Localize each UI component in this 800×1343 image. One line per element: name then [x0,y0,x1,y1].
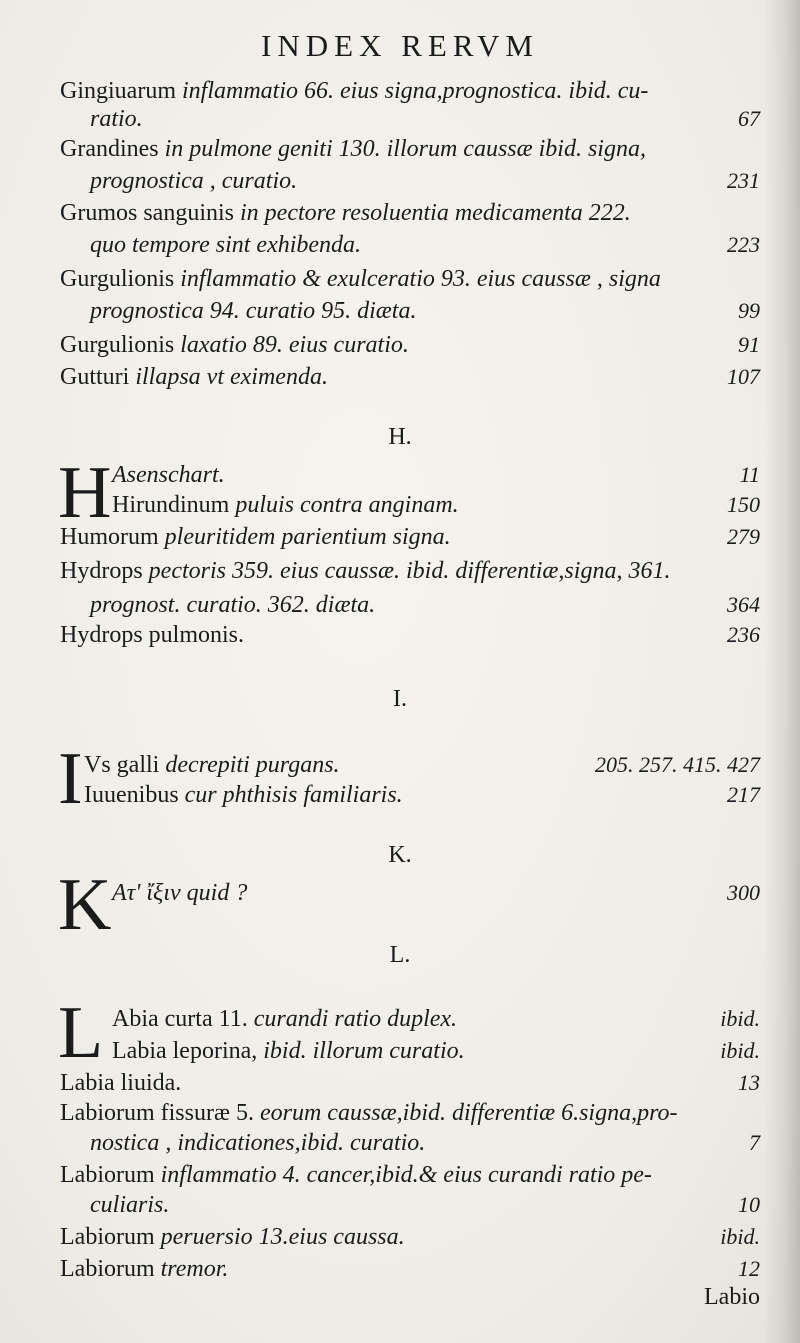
index-entry [60,330,760,360]
entry-term: Iuuenibus [84,782,179,808]
entry-term: Hydrops pulmonis. [60,622,245,648]
entry-term: Gurgulionis [60,332,175,358]
entry-description: prognostica 94. curatio 95. diæta. [90,298,417,324]
entry-description: pectoris 359. eius caussæ. ibid. differentiæ,signa, 361. [148,558,671,584]
entry-description: Asenschart. [112,462,225,488]
entry-description: peruersio 13.eius caussa. [160,1224,405,1250]
section-heading-h: H. [388,424,412,450]
entry-description: puluis contra anginam. [235,492,459,518]
drop-capital-i: I [58,738,83,820]
index-entry [60,134,760,164]
entry-term: Vs galli [84,752,160,778]
entry-term: Hydrops [60,558,143,584]
index-entry [60,1222,760,1252]
index-entry [60,362,760,392]
page-reference: 364 [727,592,760,617]
page-reference: 12 [738,1256,760,1281]
catchword: Labio [704,1284,760,1310]
page-reference: 231 [727,168,760,193]
index-entry [112,878,760,908]
entry-description: culiaris. [90,1192,170,1218]
index-entry [112,1036,760,1066]
entry-term: Abia curta 11. [112,1006,248,1032]
page-reference: 279 [727,524,760,549]
entry-description: inflammatio 4. cancer,ibid.& eius curandi ratio pe- [160,1162,652,1188]
drop-capital-l: L [58,992,104,1074]
page-reference: 13 [738,1070,760,1095]
entry-term: Labia liuida. [60,1070,182,1096]
page-reference: 217 [727,782,760,807]
index-entry [60,1160,760,1190]
entry-description: laxatio 89. eius curatio. [180,332,409,358]
entry-term: Labiorum [60,1256,155,1282]
entry-description: ratio. [90,106,143,132]
page-reference: 67 [738,106,760,131]
entry-description: in pulmone geniti 130. illorum caussæ ibid. signa, [164,136,646,162]
drop-capital-k: K [58,864,112,946]
page-gutter-shadow [764,0,800,1343]
entry-description: inflammatio & exulceratio 93. eius caussæ , signa [180,266,661,292]
index-entry [112,490,760,520]
entry-term: Humorum [60,524,159,550]
index-entry [60,198,760,228]
drop-capital-h: H [58,452,112,534]
entry-description: inflammatio 66. eius signa,prognostica. ibid. cu- [181,78,649,104]
entry-description: quo tempore sint exhibenda. [90,232,362,258]
index-entry [112,1004,760,1034]
entry-term: Labia leporina, [112,1038,258,1064]
entry-term: Hirundinum [112,492,230,518]
page-reference: 150 [727,492,760,517]
section-heading-i: I. [393,686,407,712]
index-entry [60,264,760,294]
entry-term: Grumos sanguinis [60,200,234,226]
page-reference: 107 [727,364,760,389]
entry-term: Labiorum fissuræ 5. [60,1100,254,1126]
page-reference: 11 [739,462,760,487]
index-entry [60,76,760,106]
index-entry [90,296,760,326]
page-reference: ibid. [720,1006,760,1031]
entry-description: tremor. [160,1256,229,1282]
page-reference: ibid. [720,1224,760,1249]
page-reference: 10 [738,1192,760,1217]
entry-description: prognost. curatio. 362. diæta. [90,592,376,618]
entry-description: ibid. illorum curatio. [263,1038,465,1064]
entry-term: Labiorum [60,1162,155,1188]
entry-description: decrepiti purgans. [165,752,340,778]
index-entry [90,104,760,134]
index-entry [60,1068,760,1098]
running-head: INDEX RERVM [261,28,539,63]
entry-term: Labiorum [60,1224,155,1250]
entry-description: in pectore resoluentia medicamenta 222. [240,200,631,226]
index-entry [84,780,760,810]
page-reference: 300 [727,880,760,905]
page-reference: 223 [727,232,760,257]
entry-term: Grandines [60,136,159,162]
entry-term: Gurgulionis [60,266,175,292]
entry-description: cur phthisis familiaris. [184,782,403,808]
index-entry [60,1098,760,1128]
section-heading-l: L. [389,942,411,968]
entry-term: Gutturi [60,364,130,390]
entry-description: prognostica , curatio. [90,168,298,194]
index-entry [90,1190,760,1220]
page-reference: 236 [727,622,760,647]
entry-description: nostica , indicationes,ibid. curatio. [90,1130,426,1156]
index-entry [60,1254,760,1284]
page-reference: 7 [749,1130,760,1155]
index-entry [90,1128,760,1158]
index-entry [60,556,760,586]
page-reference: 91 [738,332,760,357]
page-reference: ibid. [720,1038,760,1063]
entry-term: Gingiuarum [60,78,176,104]
index-entry [60,620,760,650]
entry-description: illapsa vt eximenda. [135,364,328,390]
index-entry [90,590,760,620]
entry-description: Ατ' ἴξιν quid ? [112,880,248,906]
section-heading-k: K. [388,842,412,868]
index-entry [90,230,760,260]
entry-description: eorum caussæ,ibid. differentiæ 6.signa,pro- [259,1100,678,1126]
index-entry [90,166,760,196]
entry-description: curandi ratio duplex. [253,1006,458,1032]
page-reference: 205. 257. 415. 427 [595,752,760,777]
index-entry [112,460,760,490]
index-entry [60,522,760,552]
entry-description: pleuritidem parientium signa. [164,524,451,550]
index-entry [84,750,760,780]
page-reference: 99 [738,298,760,323]
